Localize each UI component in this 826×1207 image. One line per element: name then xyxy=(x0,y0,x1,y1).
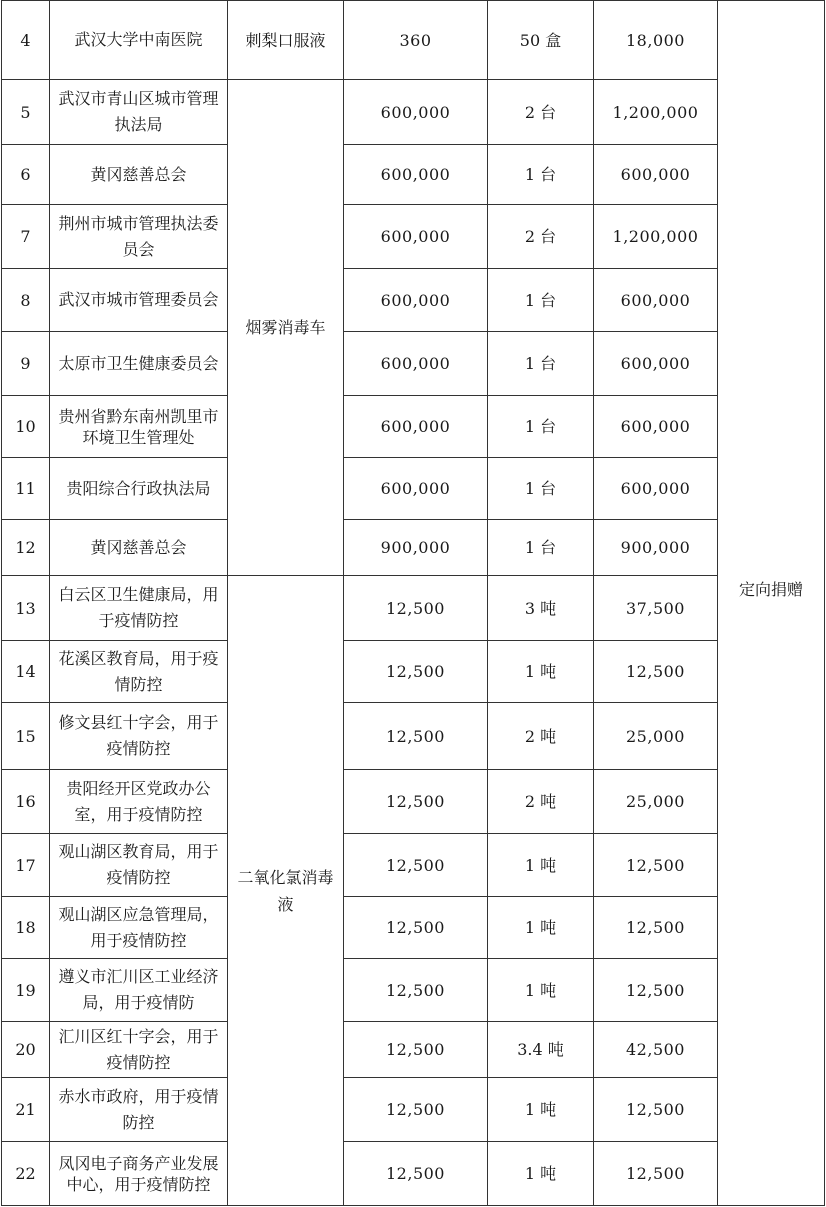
amount: 600,000 xyxy=(594,396,718,458)
amount: 1,200,000 xyxy=(594,205,718,269)
table-row xyxy=(2,520,825,576)
unit-price: 12,500 xyxy=(344,1022,488,1078)
quantity: 1 吨 xyxy=(488,641,594,703)
quantity: 2 台 xyxy=(488,80,594,145)
unit-price: 600,000 xyxy=(344,332,488,396)
quantity: 3 吨 xyxy=(488,576,594,641)
amount: 42,500 xyxy=(594,1022,718,1078)
table-row xyxy=(2,80,825,145)
table-row xyxy=(2,396,825,458)
table-row xyxy=(2,1142,825,1206)
table-row xyxy=(2,1022,825,1078)
recipient-name: 黄冈慈善总会 xyxy=(50,145,228,205)
recipient-name: 观山湖区应急管理局，用于疫情防控 xyxy=(50,897,228,959)
recipient-name: 贵阳经开区党政办公室，用于疫情防控 xyxy=(50,770,228,834)
amount: 600,000 xyxy=(594,458,718,520)
recipient-name: 凤冈电子商务产业发展中心，用于疫情防控 xyxy=(50,1142,228,1206)
item-name-oral-liquid: 刺梨口服液 xyxy=(228,1,344,80)
unit-price: 12,500 xyxy=(344,641,488,703)
unit-price: 12,500 xyxy=(344,770,488,834)
amount: 12,500 xyxy=(594,834,718,897)
table-row xyxy=(2,959,825,1022)
quantity: 1 台 xyxy=(488,145,594,205)
table-row xyxy=(2,1078,825,1142)
unit-price: 12,500 xyxy=(344,703,488,770)
item-name-chlorine-dioxide: 二氧化氯消毒液 xyxy=(228,576,344,1206)
recipient-name: 汇川区红十字会，用于疫情防控 xyxy=(50,1022,228,1078)
row-number: 21 xyxy=(2,1078,50,1142)
row-number: 19 xyxy=(2,959,50,1022)
recipient-name: 白云区卫生健康局，用于疫情防控 xyxy=(50,576,228,641)
table-row xyxy=(2,205,825,269)
unit-price: 12,500 xyxy=(344,897,488,959)
recipient-name: 观山湖区教育局，用于疫情防控 xyxy=(50,834,228,897)
amount: 12,500 xyxy=(594,1078,718,1142)
recipient-name: 贵阳综合行政执法局 xyxy=(50,458,228,520)
item-name-fog-truck: 烟雾消毒车 xyxy=(228,80,344,576)
quantity: 1 台 xyxy=(488,520,594,576)
quantity: 2 吨 xyxy=(488,770,594,834)
table-row xyxy=(2,1,825,80)
row-number: 5 xyxy=(2,80,50,145)
row-number: 6 xyxy=(2,145,50,205)
amount: 600,000 xyxy=(594,145,718,205)
table-row xyxy=(2,703,825,770)
unit-price: 600,000 xyxy=(344,205,488,269)
table-row xyxy=(2,834,825,897)
unit-price: 900,000 xyxy=(344,520,488,576)
unit-price: 600,000 xyxy=(344,269,488,332)
row-number: 11 xyxy=(2,458,50,520)
recipient-name: 武汉大学中南医院 xyxy=(50,1,228,80)
quantity: 3.4 吨 xyxy=(488,1022,594,1078)
recipient-name: 荆州市城市管理执法委员会 xyxy=(50,205,228,269)
donation-type: 定向捐赠 xyxy=(718,576,825,1206)
recipient-name: 黄冈慈善总会 xyxy=(50,520,228,576)
recipient-name: 武汉市青山区城市管理执法局 xyxy=(50,80,228,145)
amount: 600,000 xyxy=(594,332,718,396)
quantity: 1 台 xyxy=(488,458,594,520)
quantity: 1 吨 xyxy=(488,959,594,1022)
table-row xyxy=(2,641,825,703)
amount: 25,000 xyxy=(594,703,718,770)
recipient-name: 花溪区教育局，用于疫情防控 xyxy=(50,641,228,703)
table-row xyxy=(2,576,825,641)
row-number: 20 xyxy=(2,1022,50,1078)
recipient-name: 赤水市政府，用于疫情防控 xyxy=(50,1078,228,1142)
row-number: 13 xyxy=(2,576,50,641)
unit-price: 360 xyxy=(344,1,488,80)
unit-price: 12,500 xyxy=(344,959,488,1022)
table-row xyxy=(2,458,825,520)
unit-price: 600,000 xyxy=(344,396,488,458)
quantity: 1 台 xyxy=(488,269,594,332)
row-number: 10 xyxy=(2,396,50,458)
quantity: 1 台 xyxy=(488,332,594,396)
unit-price: 12,500 xyxy=(344,834,488,897)
quantity: 1 吨 xyxy=(488,834,594,897)
row-number: 15 xyxy=(2,703,50,770)
table-row xyxy=(2,269,825,332)
donation-table xyxy=(1,0,825,1206)
row-number: 12 xyxy=(2,520,50,576)
amount: 25,000 xyxy=(594,770,718,834)
recipient-name: 太原市卫生健康委员会 xyxy=(50,332,228,396)
row-number: 14 xyxy=(2,641,50,703)
amount: 12,500 xyxy=(594,959,718,1022)
quantity: 2 台 xyxy=(488,205,594,269)
row-number: 8 xyxy=(2,269,50,332)
row-number: 22 xyxy=(2,1142,50,1206)
recipient-name: 贵州省黔东南州凯里市环境卫生管理处 xyxy=(50,396,228,458)
unit-price: 600,000 xyxy=(344,458,488,520)
quantity: 1 吨 xyxy=(488,1078,594,1142)
quantity: 1 吨 xyxy=(488,897,594,959)
amount: 12,500 xyxy=(594,641,718,703)
row-number: 4 xyxy=(2,1,50,80)
amount: 18,000 xyxy=(594,1,718,80)
row-number: 7 xyxy=(2,205,50,269)
quantity: 1 台 xyxy=(488,396,594,458)
amount: 12,500 xyxy=(594,1142,718,1206)
unit-price: 600,000 xyxy=(344,80,488,145)
table-row xyxy=(2,897,825,959)
quantity: 50 盒 xyxy=(488,1,594,80)
recipient-name: 遵义市汇川区工业经济局，用于疫情防 xyxy=(50,959,228,1022)
row-number: 16 xyxy=(2,770,50,834)
amount: 600,000 xyxy=(594,269,718,332)
table-row xyxy=(2,332,825,396)
unit-price: 12,500 xyxy=(344,1142,488,1206)
donation-type-upper xyxy=(718,1,825,576)
row-number: 9 xyxy=(2,332,50,396)
recipient-name: 修文县红十字会，用于疫情防控 xyxy=(50,703,228,770)
unit-price: 12,500 xyxy=(344,576,488,641)
amount: 1,200,000 xyxy=(594,80,718,145)
quantity: 1 吨 xyxy=(488,1142,594,1206)
amount: 900,000 xyxy=(594,520,718,576)
unit-price: 12,500 xyxy=(344,1078,488,1142)
amount: 12,500 xyxy=(594,897,718,959)
row-number: 18 xyxy=(2,897,50,959)
table-row xyxy=(2,145,825,205)
unit-price: 600,000 xyxy=(344,145,488,205)
recipient-name: 武汉市城市管理委员会 xyxy=(50,269,228,332)
amount: 37,500 xyxy=(594,576,718,641)
quantity: 2 吨 xyxy=(488,703,594,770)
table-row xyxy=(2,770,825,834)
row-number: 17 xyxy=(2,834,50,897)
